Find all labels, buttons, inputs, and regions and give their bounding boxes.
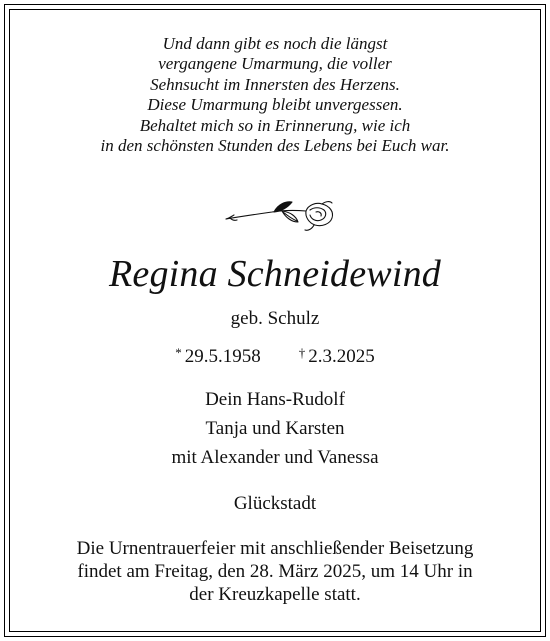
place: Glückstadt: [233, 493, 317, 514]
birth-date: 29.5.1958: [184, 346, 261, 367]
death-date: 2.3.2025: [308, 346, 375, 367]
poem: [0, 34, 550, 156]
mourner-line: Tanja und Karsten: [205, 418, 345, 439]
poem-line: in den schönsten Stunden des Lebens bei Euch war.: [100, 136, 450, 156]
mourners: [0, 385, 550, 472]
mourner-line: Dein Hans-Rudolf: [205, 389, 345, 410]
deceased-name: Regina Schneidewind: [109, 253, 441, 295]
notice-line: findet am Freitag, den 28. März 2025, um 14 Uhr in: [77, 561, 473, 582]
notice-line: der Kreuzkapelle statt.: [189, 584, 361, 605]
life-dates: [0, 341, 550, 369]
poem-line: Und dann gibt es noch die längst: [162, 34, 388, 53]
poem-line: Behaltet mich so in Erinnerung, wie ich: [139, 115, 411, 135]
poem-line: Diese Umarmung bleibt unvergessen.: [147, 95, 403, 115]
maiden-name: geb. Schulz: [230, 308, 320, 329]
birth-symbol: *: [175, 345, 182, 360]
rose-icon: [222, 198, 340, 236]
death-symbol: †: [298, 345, 306, 360]
notice-line: Die Urnentrauerfeier mit anschließender Beisetzung: [76, 538, 474, 559]
funeral-notice: [0, 537, 550, 606]
poem-line: Sehnsucht im Innersten des Herzens.: [150, 74, 400, 94]
mourner-line: mit Alexander und Vanessa: [171, 447, 379, 468]
poem-line: vergangene Umarmung, die voller: [158, 54, 392, 74]
